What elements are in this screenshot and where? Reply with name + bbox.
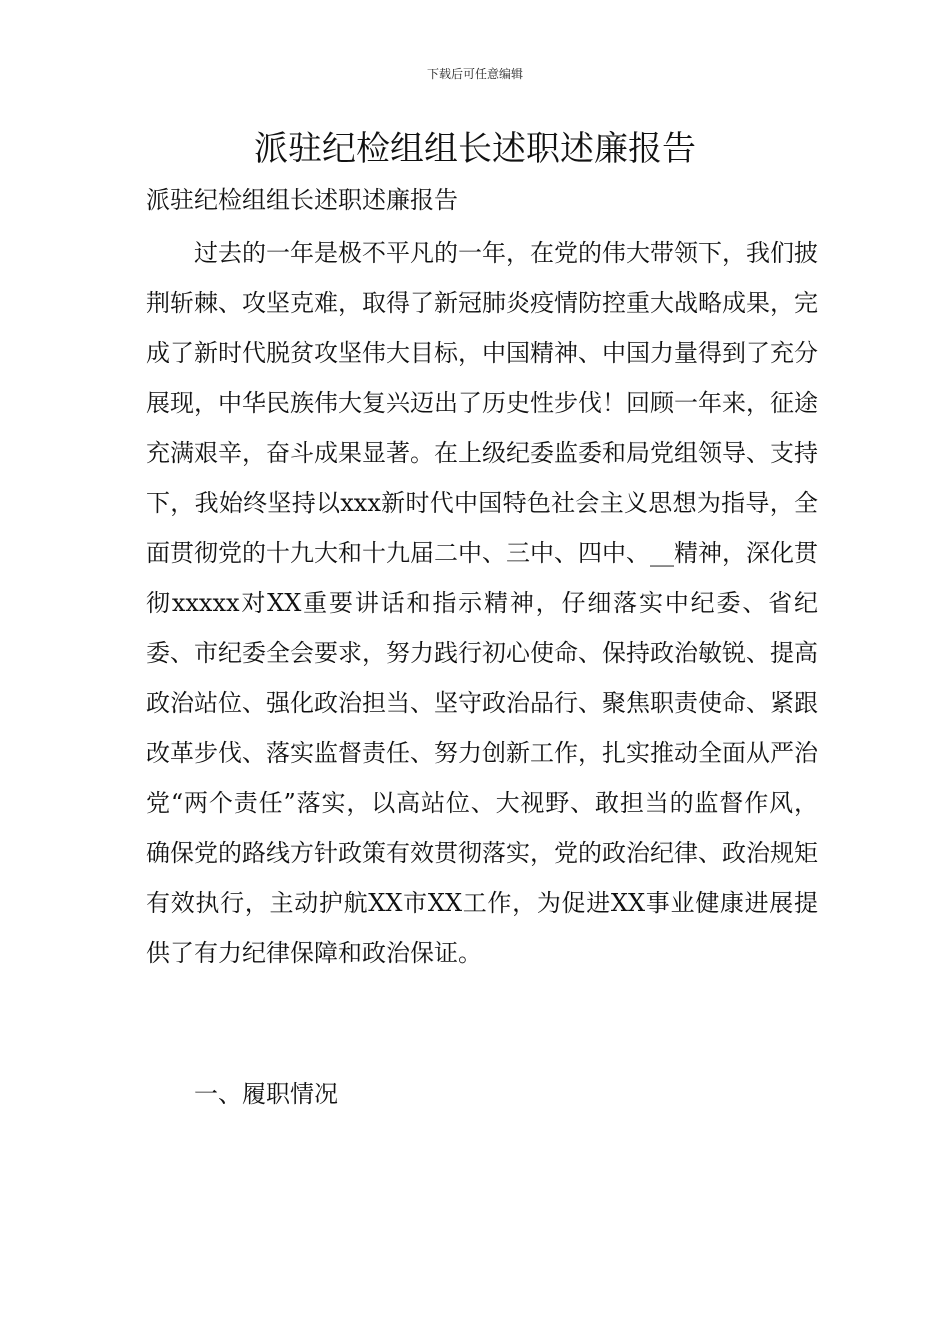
document-title: 派驻纪检组组长述职述廉报告: [254, 129, 696, 169]
body-paragraph: 过去的一年是极不平凡的一年，在党的伟大带领下，我们披荆斩棘、攻坚克难，取得了新冠肺炎疫情防控重大战略成果，完成了新时代脱贫攻坚伟大目标，中国精神、中国力量得到了充分展现，中华民族伟大复兴迈出了历史性步伐！回顾一年来，征途充满艰辛，奋斗成果显著。在上级纪委监委和局党组领导、支持下，我始终坚持以xxx新时代中国特色社会主义思想为指导，全面贯彻党的十九大和十九届二中、三中、四中、__精神，深化贯彻xxxxx对XX重要讲话和指示精神，仔细落实中纪委、省纪委、市纪委全会要求，努力践行初心使命、保持政治敏锐、提高政治站位、强化政治担当、坚守政治品行、聚焦职责使命、紧跟改革步伐、落实监督责任、努力创新工作，扎实推动全面从严治党“两个责任”落实，以高站位、大视野、敢担当的监督作风，确保党的路线方针政策有效贯彻落实，党的政治纪律、政治规矩有效执行，主动护航XX市XX工作，为促进XX事业健康进展提供了有力纪律保障和政治保证。: [146, 239, 818, 967]
section-heading: 一、履职情况: [194, 1080, 338, 1108]
document-subtitle: 派驻纪检组组长述职述廉报告: [146, 186, 458, 214]
header-note: 下载后可任意编辑: [426, 67, 523, 81]
